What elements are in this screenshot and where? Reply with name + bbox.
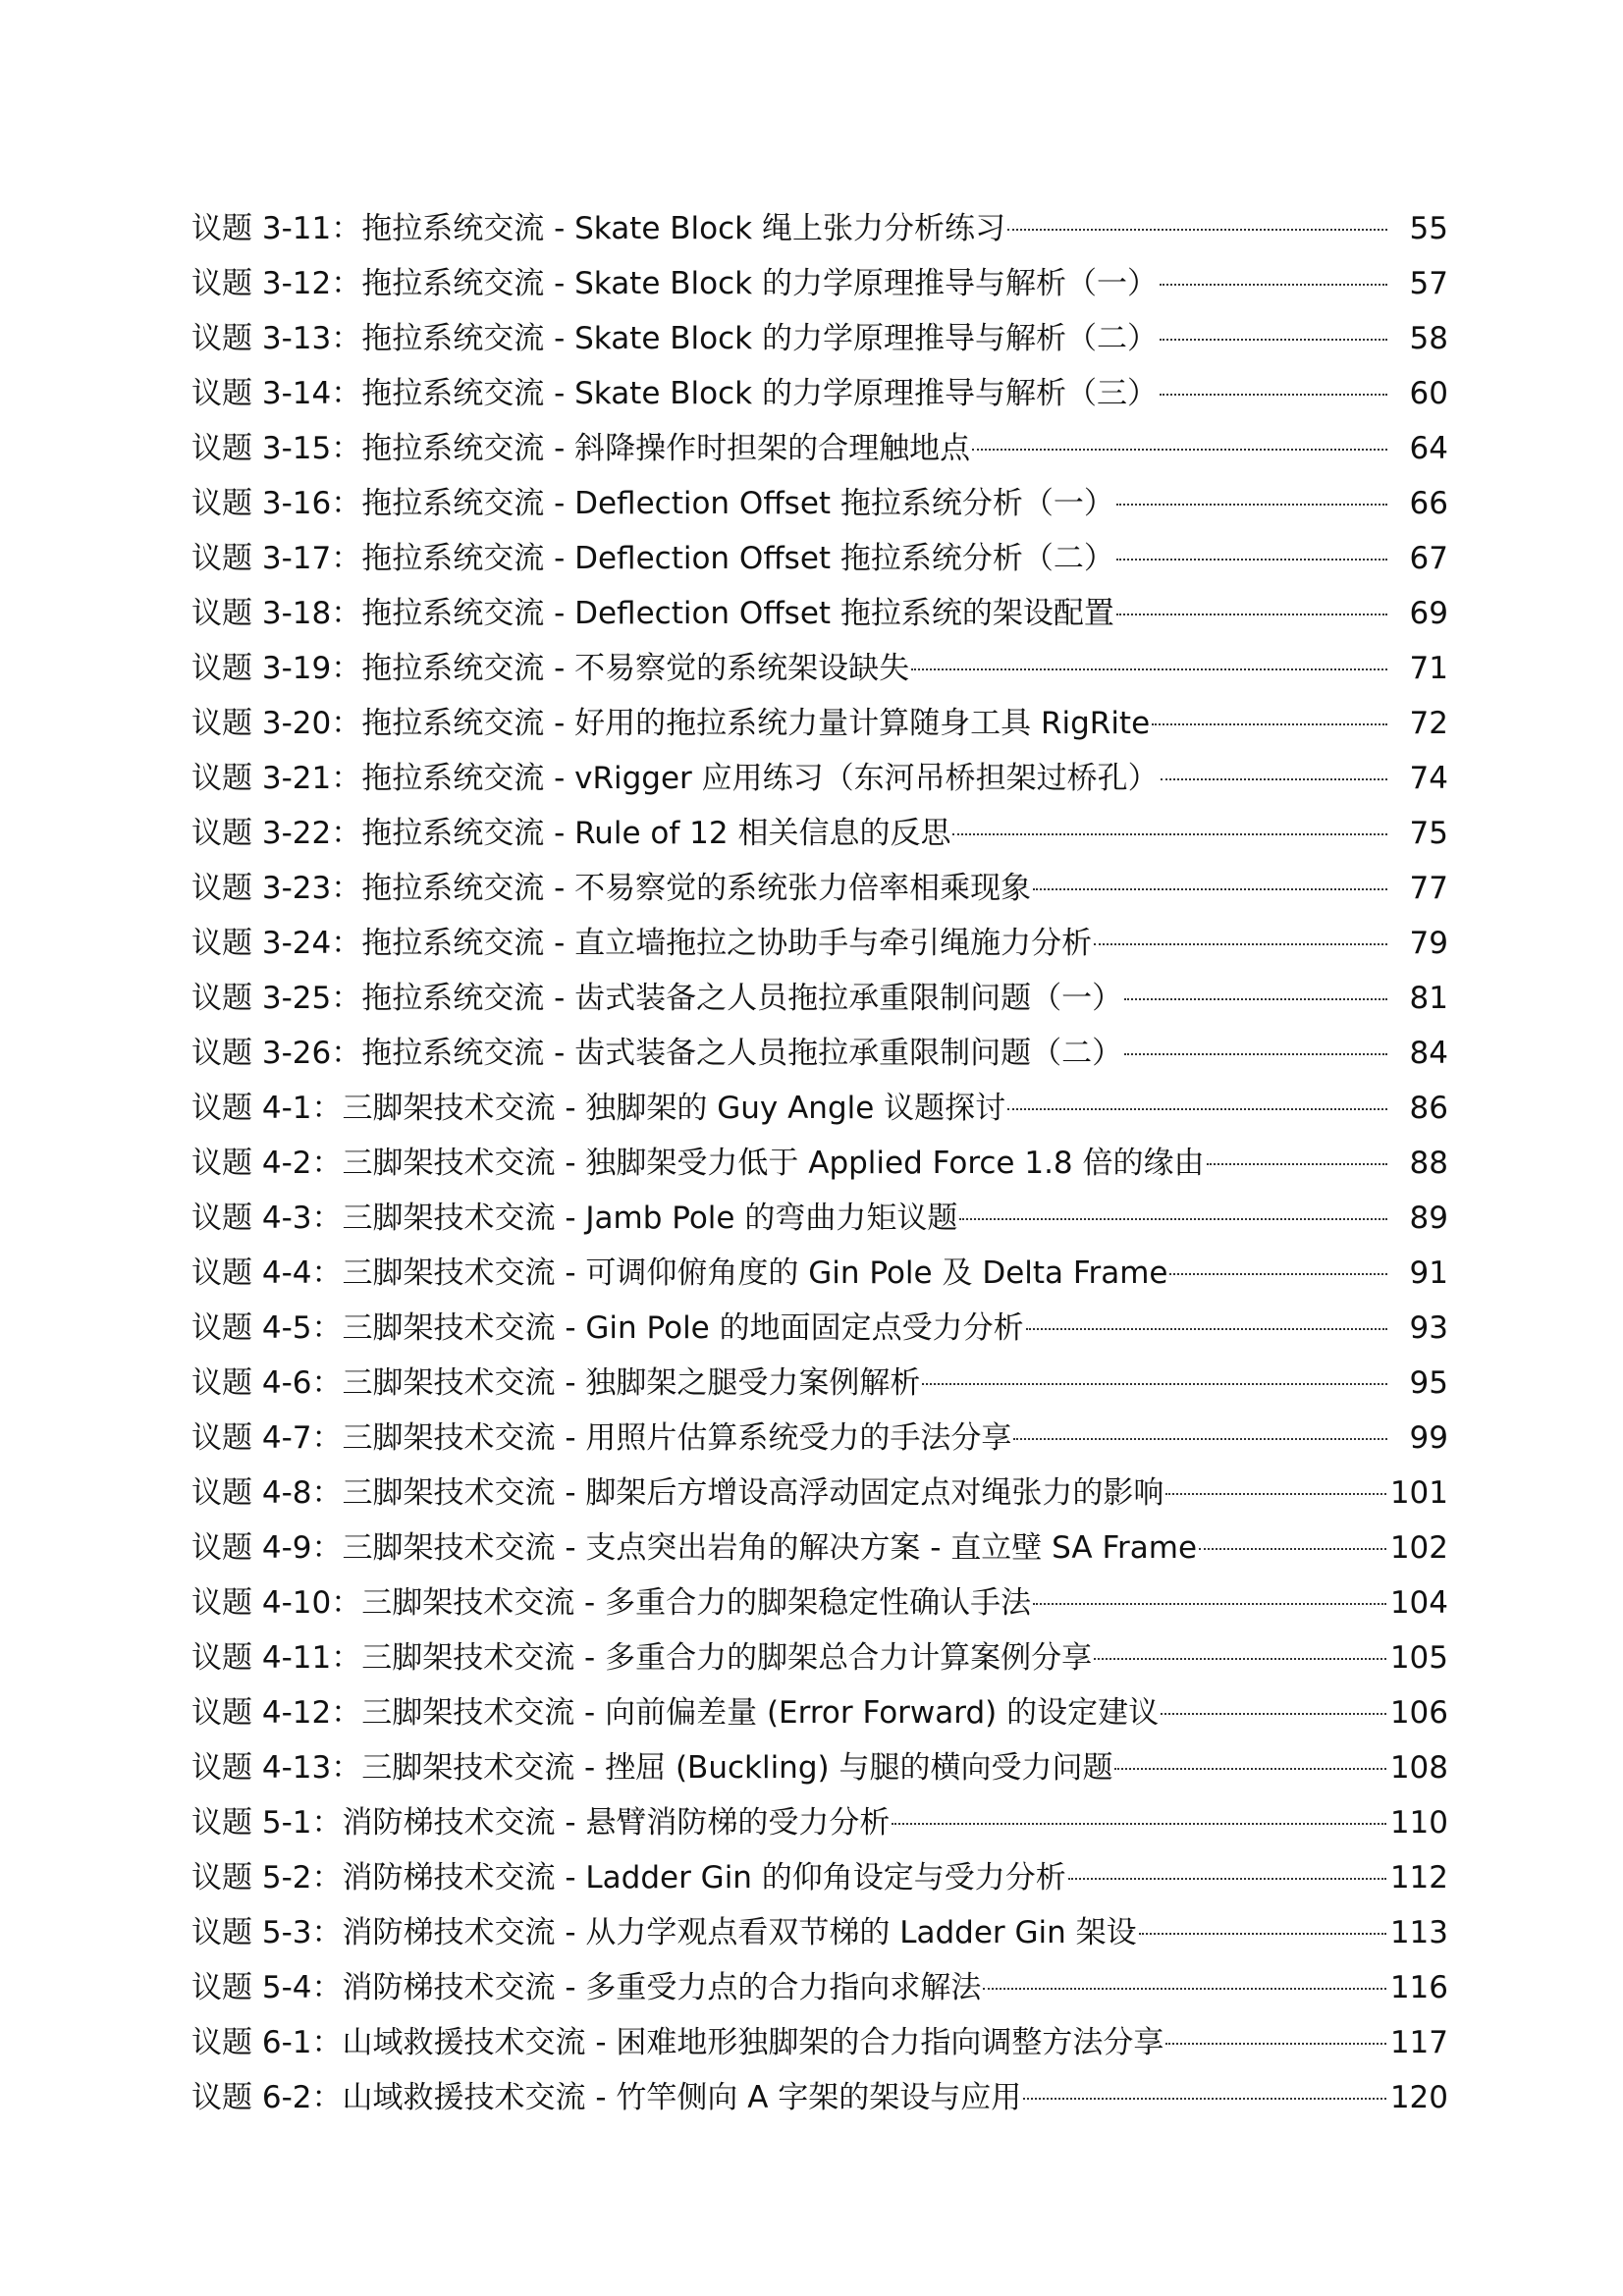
dot-leader [1152,723,1387,725]
dot-leader [972,449,1387,451]
dot-leader [1026,1328,1387,1330]
toc-entry[interactable] [191,861,1448,916]
toc-entry[interactable] [191,1301,1448,1356]
toc-entry-page-number: 108 [1389,1750,1448,1786]
toc-entry-page-number: 99 [1409,1420,1448,1456]
toc-entry-page-number: 91 [1409,1255,1448,1291]
toc-entry[interactable] [191,916,1448,971]
toc-entry[interactable] [191,1740,1448,1795]
toc-entry-page-number: 113 [1389,1915,1448,1950]
toc-entry[interactable] [191,1850,1448,1905]
toc-entry-page-number: 117 [1389,2025,1448,2060]
toc-entry-title: 议题 3-21：拖拉系统交流 - vRigger 应用练习（东河吊桥担架过桥孔） [191,761,1159,796]
toc-entry-page-number: 72 [1409,706,1448,741]
toc-entry-title: 议题 3-11：拖拉系统交流 - Skate Block 绳上张力分析练习 [191,211,1005,246]
toc-entry-title: 议题 5-4：消防梯技术交流 - 多重受力点的合力指向求解法 [191,1970,982,2005]
toc-entry[interactable] [191,1685,1448,1740]
toc-entry[interactable] [191,751,1448,806]
dot-leader [959,1218,1387,1220]
toc-entry-title: 议题 6-1：山域救援技术交流 - 困难地形独脚架的合力指向调整方法分享 [191,2025,1164,2060]
toc-entry[interactable] [191,1246,1448,1301]
toc-entry-title: 议题 3-15：拖拉系统交流 - 斜降操作时担架的合理触地点 [191,431,971,466]
dot-leader [1207,1163,1387,1165]
toc-entry-page-number: 67 [1409,541,1448,576]
toc-entry-title: 议题 5-1：消防梯技术交流 - 悬臂消防梯的受力分析 [191,1805,891,1841]
toc-entry[interactable] [191,1575,1448,1630]
toc-entry-title: 议题 3-16：拖拉系统交流 - Deflection Offset 拖拉系统分析（一） [191,486,1114,521]
toc-entry-title: 议题 3-17：拖拉系统交流 - Deflection Offset 拖拉系统分析（二） [191,541,1114,576]
toc-entry-page-number: 89 [1409,1201,1448,1236]
toc-entry-title: 议题 4-13：三脚架技术交流 - 挫屈 (Buckling) 与腿的横向受力问题 [191,1750,1113,1786]
toc-entry[interactable] [191,806,1448,861]
toc-entry[interactable] [191,2015,1448,2070]
toc-entry-page-number: 116 [1389,1970,1448,2005]
dot-leader [1169,1273,1387,1275]
toc-entry-page-number: 86 [1409,1091,1448,1126]
toc-entry-title: 议题 3-18：拖拉系统交流 - Deflection Offset 拖拉系统的架设配置 [191,596,1114,631]
toc-entry[interactable] [191,421,1448,476]
toc-entry[interactable] [191,311,1448,366]
toc-entry-page-number: 74 [1409,761,1448,796]
toc-entry-page-number: 93 [1409,1310,1448,1346]
toc-entry-title: 议题 3-25：拖拉系统交流 - 齿式装备之人员拖拉承重限制问题（一） [191,981,1123,1016]
toc-entry-title: 议题 4-3：三脚架技术交流 - Jamb Pole 的弯曲力矩议题 [191,1201,958,1236]
toc-entry-page-number: 106 [1389,1695,1448,1731]
toc-entry[interactable] [191,1081,1448,1136]
toc-entry-page-number: 81 [1409,981,1448,1016]
toc-entry-title: 议题 3-19：拖拉系统交流 - 不易察觉的系统架设缺失 [191,651,910,686]
dot-leader [1116,559,1387,561]
toc-entry[interactable] [191,476,1448,531]
toc-entry-page-number: 77 [1409,871,1448,906]
toc-entry-title: 议题 4-11：三脚架技术交流 - 多重合力的脚架总合力计算案例分享 [191,1640,1093,1676]
toc-entry-title: 议题 3-12：拖拉系统交流 - Skate Block 的力学原理推导与解析（一） [191,266,1158,301]
dot-leader [1124,998,1387,1000]
dot-leader [1161,1713,1386,1715]
toc-entry-page-number: 79 [1409,926,1448,961]
dot-leader [983,1988,1385,1990]
dot-leader [1199,1548,1386,1550]
toc-entry[interactable] [191,1795,1448,1850]
toc-entry-title: 议题 5-2：消防梯技术交流 - Ladder Gin 的仰角设定与受力分析 [191,1860,1066,1896]
dot-leader [1165,2043,1385,2045]
dot-leader [1160,339,1387,341]
toc-entry-title: 议题 3-13：拖拉系统交流 - Skate Block 的力学原理推导与解析（二） [191,321,1158,356]
toc-entry[interactable] [191,256,1448,311]
dot-leader [1013,1438,1387,1440]
toc-entry[interactable] [191,366,1448,421]
toc-entry[interactable] [191,531,1448,586]
toc-entry-title: 议题 3-14：拖拉系统交流 - Skate Block 的力学原理推导与解析（三） [191,376,1158,411]
toc-entry-title: 议题 4-6：三脚架技术交流 - 独脚架之腿受力案例解析 [191,1365,921,1401]
toc-entry-page-number: 120 [1389,2080,1448,2115]
dot-leader [1094,943,1387,945]
toc-entry-title: 议题 4-5：三脚架技术交流 - Gin Pole 的地面固定点受力分析 [191,1310,1024,1346]
dot-leader [1007,229,1387,231]
dot-leader [1165,1493,1385,1495]
toc-entry-title: 议题 4-4：三脚架技术交流 - 可调仰俯角度的 Gin Pole 及 Delta Frame [191,1255,1168,1291]
toc-entry-page-number: 58 [1409,321,1448,356]
dot-leader [892,1823,1385,1825]
toc-entry-page-number: 102 [1389,1530,1448,1566]
toc-entry[interactable] [191,1960,1448,2015]
dot-leader [1068,1878,1386,1880]
dot-leader [1114,1768,1385,1770]
toc-entry-title: 议题 3-24：拖拉系统交流 - 直立墙拖拉之协助手与牵引绳施力分析 [191,926,1093,961]
toc-entry[interactable] [191,971,1448,1026]
toc-entry-page-number: 110 [1389,1805,1448,1841]
toc-entry-title: 议题 3-20：拖拉系统交流 - 好用的拖拉系统力量计算随身工具 RigRite [191,706,1151,741]
toc-entry-page-number: 105 [1389,1640,1448,1676]
toc-entry-title: 议题 3-22：拖拉系统交流 - Rule of 12 相关信息的反思 [191,816,951,851]
toc-entry-page-number: 112 [1389,1860,1448,1896]
toc-entry-title: 议题 4-10：三脚架技术交流 - 多重合力的脚架稳定性确认手法 [191,1585,1032,1621]
toc-entry[interactable] [191,1026,1448,1081]
toc-entry[interactable] [191,586,1448,641]
dot-leader [1160,284,1387,286]
toc-entry[interactable] [191,1356,1448,1411]
toc-entry[interactable] [191,1630,1448,1685]
toc-entry[interactable] [191,2070,1448,2125]
toc-entry-page-number: 64 [1409,431,1448,466]
toc-entry[interactable] [191,1905,1448,1960]
dot-leader [1033,888,1387,890]
toc-entry[interactable] [191,1521,1448,1575]
toc-entry-title: 议题 3-26：拖拉系统交流 - 齿式装备之人员拖拉承重限制问题（二） [191,1036,1123,1071]
toc-entry-title: 议题 6-2：山域救援技术交流 - 竹竿侧向 A 字架的架设与应用 [191,2080,1022,2115]
toc-entry-page-number: 75 [1409,816,1448,851]
dot-leader [952,833,1387,835]
toc-entry[interactable] [191,1136,1448,1191]
dot-leader [1160,394,1387,396]
toc-entry-title: 议题 5-3：消防梯技术交流 - 从力学观点看双节梯的 Ladder Gin 架设 [191,1915,1137,1950]
toc-entry[interactable] [191,641,1448,696]
toc-entry-page-number: 104 [1389,1585,1448,1621]
dot-leader [1023,2098,1386,2100]
dot-leader [1094,1658,1386,1660]
dot-leader [1116,504,1387,506]
dot-leader [1007,1108,1387,1110]
table-of-contents [191,201,1448,2125]
toc-entry-page-number: 101 [1389,1475,1448,1511]
toc-entry-page-number: 69 [1409,596,1448,631]
toc-entry-title: 议题 4-2：三脚架技术交流 - 独脚架受力低于 Applied Force 1.8 倍的缘由 [191,1146,1205,1181]
toc-entry[interactable] [191,1466,1448,1521]
toc-entry-title: 议题 4-7：三脚架技术交流 - 用照片估算系统受力的手法分享 [191,1420,1012,1456]
toc-entry[interactable] [191,1191,1448,1246]
toc-entry-page-number: 95 [1409,1365,1448,1401]
toc-entry[interactable] [191,201,1448,256]
toc-entry-page-number: 60 [1409,376,1448,411]
toc-entry-title: 议题 4-9：三脚架技术交流 - 支点突出岩角的解决方案 - 直立壁 SA Frame [191,1530,1198,1566]
toc-entry-title: 议题 4-8：三脚架技术交流 - 脚架后方增设高浮动固定点对绳张力的影响 [191,1475,1164,1511]
toc-entry-page-number: 55 [1409,211,1448,246]
dot-leader [1033,1603,1386,1605]
dot-leader [1116,614,1387,615]
dot-leader [922,1383,1387,1385]
dot-leader [1161,778,1387,780]
toc-entry[interactable] [191,1411,1448,1466]
toc-entry[interactable] [191,696,1448,751]
toc-entry-page-number: 57 [1409,266,1448,301]
toc-entry-title: 议题 4-12：三脚架技术交流 - 向前偏差量 (Error Forward) 的设定建议 [191,1695,1160,1731]
dot-leader [1139,1933,1386,1935]
toc-entry-title: 议题 4-1：三脚架技术交流 - 独脚架的 Guy Angle 议题探讨 [191,1091,1006,1126]
dot-leader [911,668,1387,670]
toc-entry-page-number: 84 [1409,1036,1448,1071]
toc-entry-page-number: 71 [1409,651,1448,686]
toc-entry-page-number: 66 [1409,486,1448,521]
toc-entry-page-number: 88 [1409,1146,1448,1181]
toc-entry-title: 议题 3-23：拖拉系统交流 - 不易察觉的系统张力倍率相乘现象 [191,871,1032,906]
dot-leader [1124,1053,1387,1055]
